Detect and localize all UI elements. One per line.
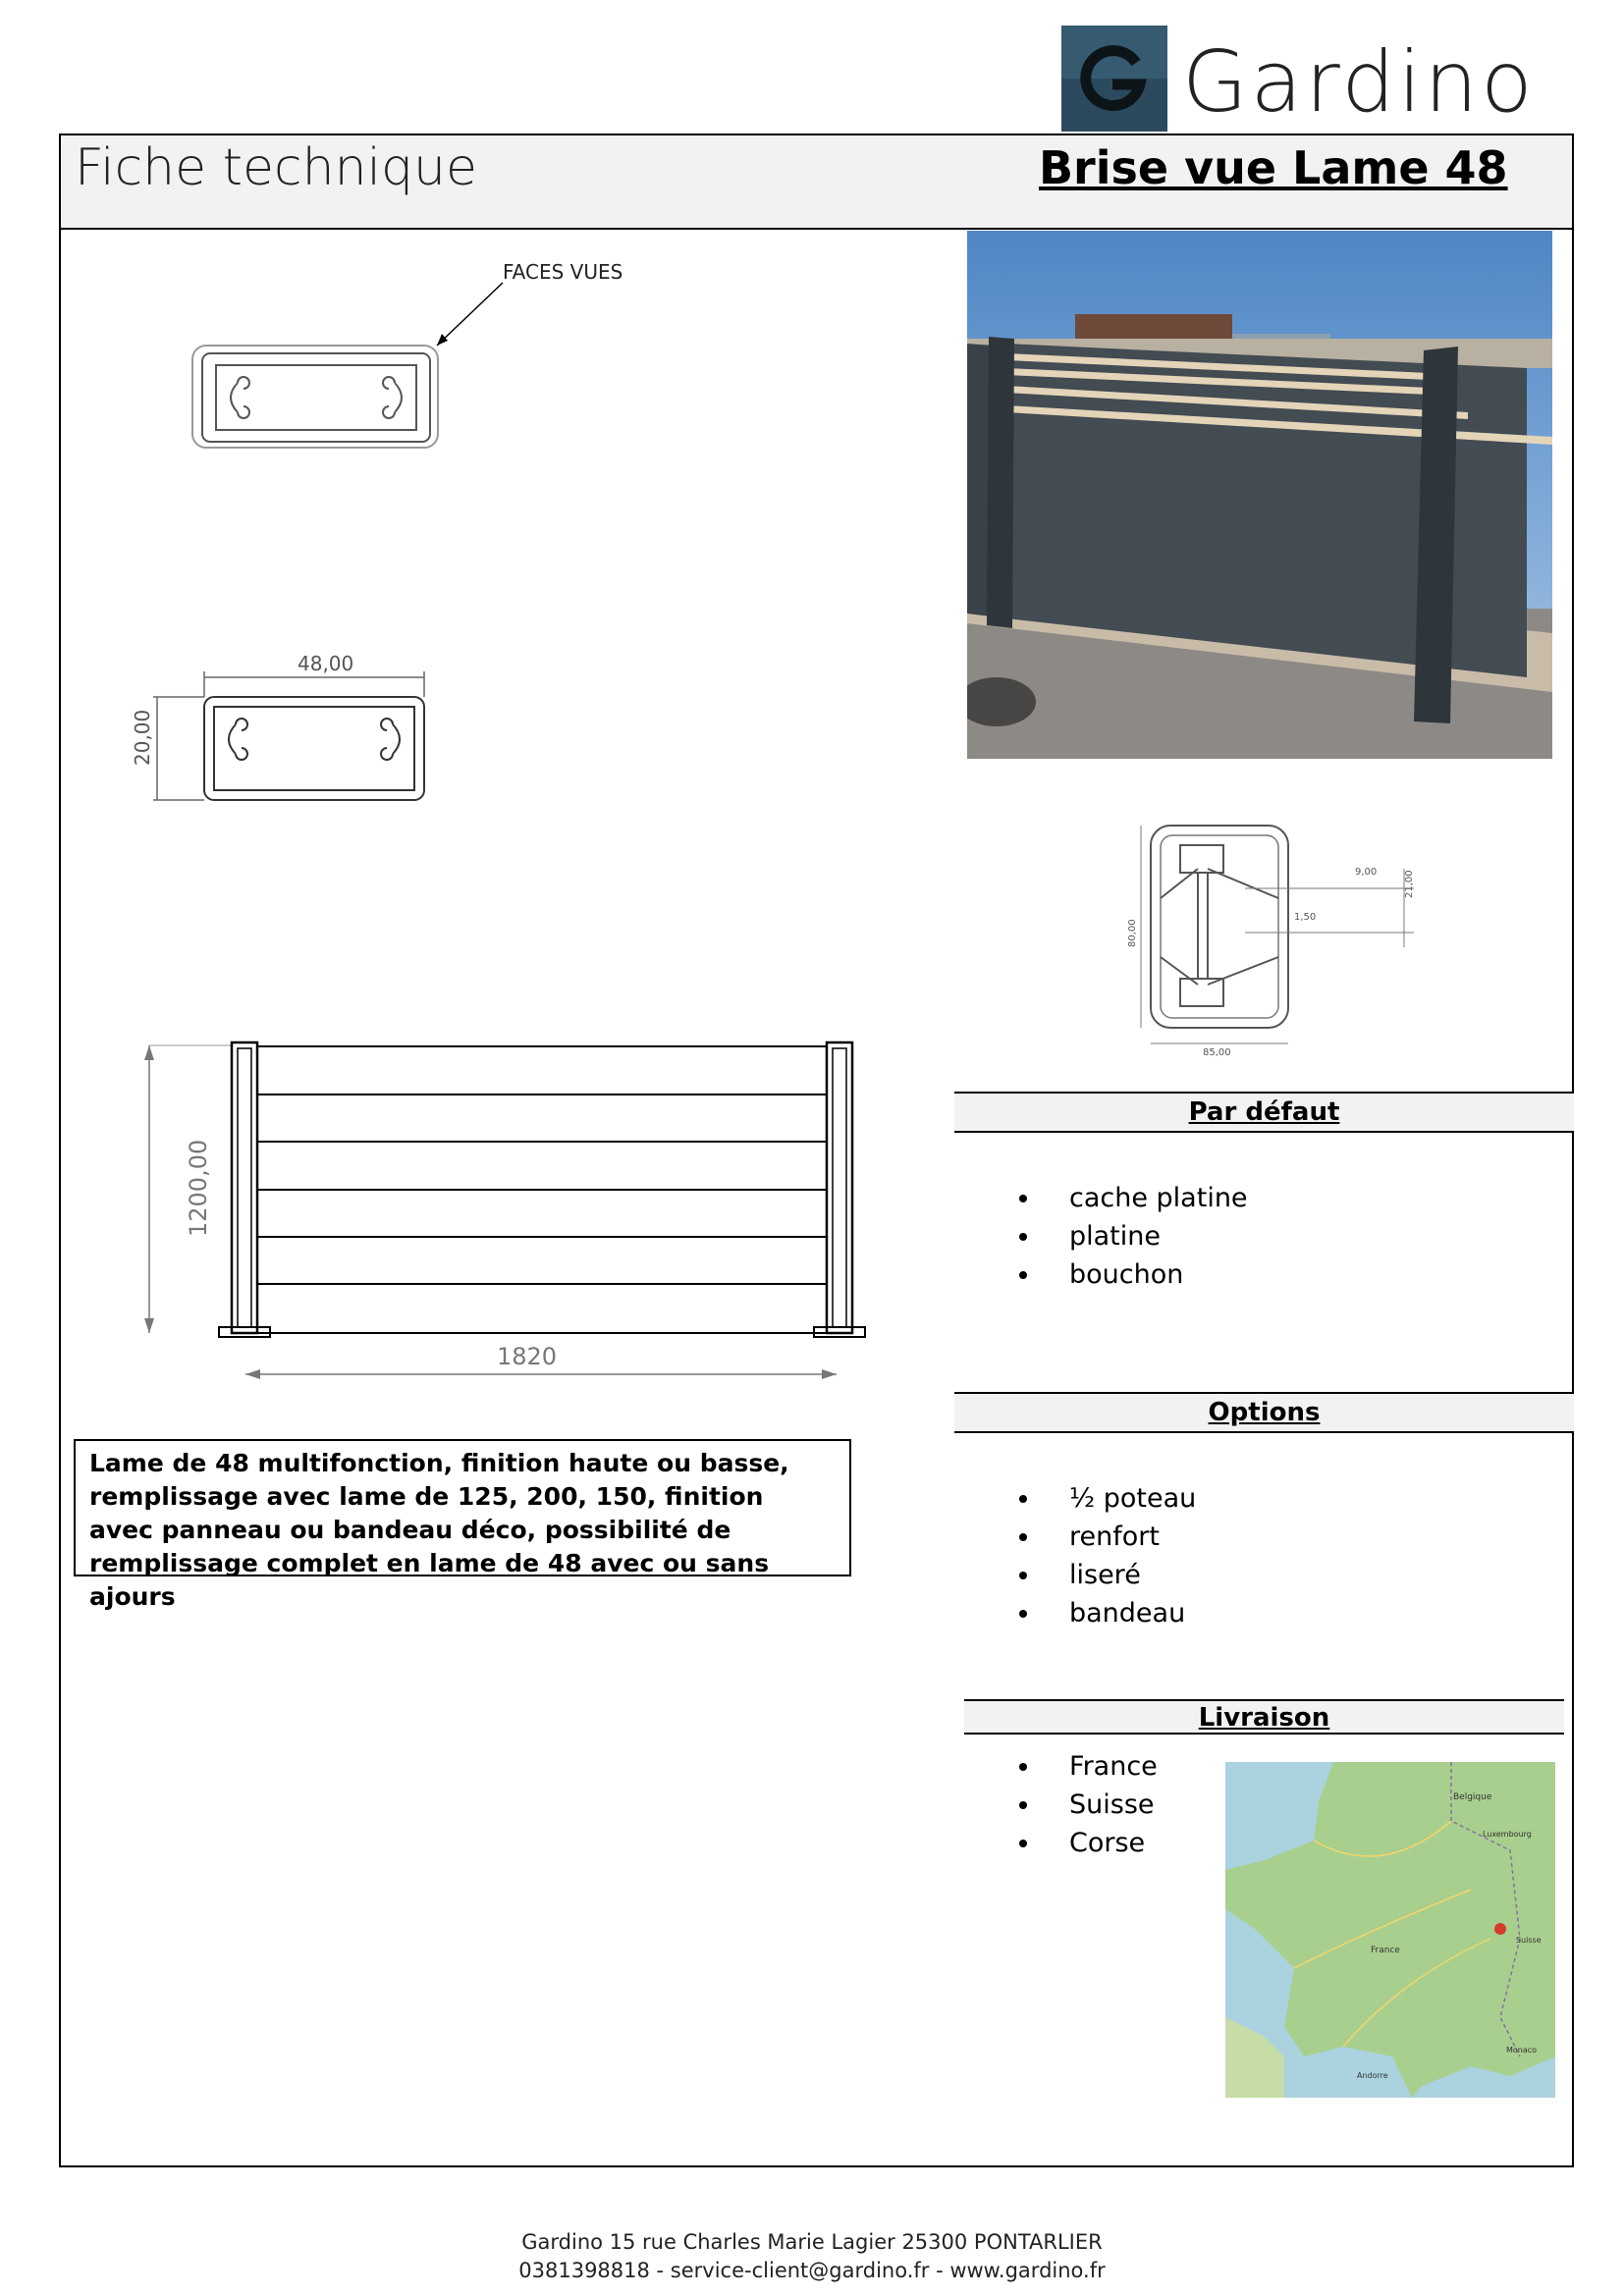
section-options-title: Options <box>954 1392 1574 1433</box>
list-item: liseré <box>1019 1556 1196 1594</box>
list-item: bandeau <box>1019 1594 1196 1632</box>
footer-contact: 0381398818 - service-client@gardino.fr - www.gardino.fr <box>518 2259 1106 2282</box>
default-list <box>1019 1179 1248 1294</box>
map-label-andorra: Andorre <box>1357 2071 1388 2080</box>
product-photo <box>967 231 1552 759</box>
list-item: France <box>1019 1747 1158 1786</box>
list-item: Corse <box>1019 1824 1158 1862</box>
map-label-switzerland: Suisse <box>1516 1936 1542 1945</box>
options-list <box>1019 1479 1196 1632</box>
section-default-title: Par défaut <box>954 1092 1574 1133</box>
map-label-france: France <box>1371 1946 1400 1955</box>
post-dim-2: 21,00 <box>1404 870 1415 898</box>
brand-name: Gardino <box>1182 33 1536 132</box>
post-width-label: 85,00 <box>1203 1047 1231 1058</box>
product-title: Brise vue Lame 48 <box>1039 141 1508 194</box>
list-item: Suisse <box>1019 1786 1158 1824</box>
list-item: renfort <box>1019 1518 1196 1556</box>
list-item: platine <box>1019 1217 1248 1255</box>
list-item: bouchon <box>1019 1255 1248 1294</box>
post-dim-3: 1,50 <box>1294 912 1317 923</box>
faces-label: FACES VUES <box>503 260 623 284</box>
list-item: cache platine <box>1019 1179 1248 1217</box>
product-description: Lame de 48 multifonction, finition haute ou basse, remplissage avec lame de 125, 200, 150, finition avec panneau ou bandeau déco, possibilité de remplissage complet en lame de 48 avec ou sans ajours <box>74 1439 851 1576</box>
post-dim-1: 9,00 <box>1355 867 1378 878</box>
document-kind: Fiche technique <box>75 138 477 197</box>
post-height-label: 80,00 <box>1127 919 1138 947</box>
list-item: ½ poteau <box>1019 1479 1196 1518</box>
post-section-drawing <box>1119 810 1434 1065</box>
delivery-map <box>1225 1762 1555 2098</box>
map-label-monaco: Monaco <box>1506 2046 1538 2055</box>
profile-width-label: 48,00 <box>298 652 354 675</box>
gardino-g-icon <box>1061 26 1167 132</box>
map-label-luxembourg: Luxembourg <box>1483 1830 1532 1839</box>
fence-width-label: 1820 <box>497 1343 558 1370</box>
profile-height-label: 20,00 <box>131 709 154 766</box>
footer <box>0 2228 1624 2285</box>
delivery-list <box>1019 1747 1158 1862</box>
logo-mark <box>1061 26 1167 132</box>
map-label-belgium: Belgique <box>1453 1792 1492 1802</box>
fence-height-label: 1200,00 <box>185 1139 212 1237</box>
section-delivery-title: Livraison <box>964 1699 1564 1735</box>
footer-address: Gardino 15 rue Charles Marie Lagier 25300 PONTARLIER <box>521 2230 1103 2254</box>
technical-drawings <box>59 236 943 1414</box>
